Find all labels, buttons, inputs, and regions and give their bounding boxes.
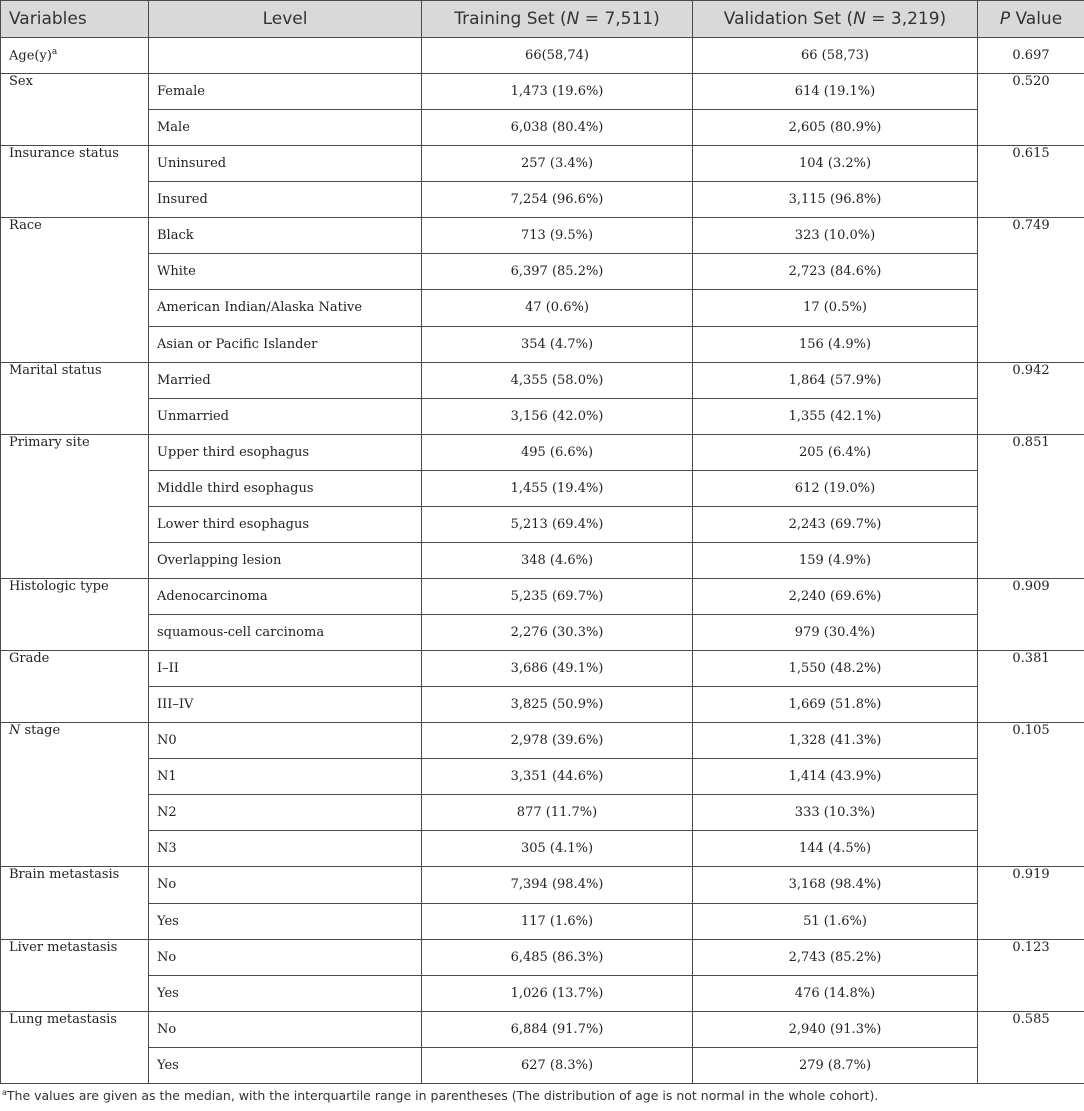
level-label: No (149, 1011, 422, 1047)
level-label: American Indian/Alaska Native (149, 290, 422, 326)
training-value: 354 (4.7%) (422, 326, 693, 362)
training-value: 2,276 (30.3%) (422, 615, 693, 651)
p-value: 0.942 (978, 362, 1084, 434)
table-row (1, 1011, 1084, 1047)
level-label: Asian or Pacific Islander (149, 326, 422, 362)
level-label: Middle third esophagus (149, 470, 422, 506)
table-row (1, 290, 1084, 326)
validation-value: 159 (4.9%) (693, 542, 978, 578)
training-value: 3,686 (49.1%) (422, 651, 693, 687)
variable-brain-metastasis: Brain metastasis (1, 867, 149, 939)
table-row (1, 615, 1084, 651)
level-label: III–IV (149, 687, 422, 723)
level-label: N0 (149, 723, 422, 759)
validation-value: 279 (8.7%) (693, 1047, 978, 1083)
variable-n-stage: N stage (1, 723, 149, 867)
table-row (1, 651, 1084, 687)
validation-value: 1,669 (51.8%) (693, 687, 978, 723)
validation-value: 3,168 (98.4%) (693, 867, 978, 903)
table-row (1, 182, 1084, 218)
table-row (1, 687, 1084, 723)
level-label: White (149, 254, 422, 290)
variable-lung-metastasis: Lung metastasis (1, 1011, 149, 1083)
footnote-marker: a (2, 1088, 7, 1097)
level-label: Adenocarcinoma (149, 578, 422, 614)
table-row (1, 831, 1084, 867)
training-value: 495 (6.6%) (422, 434, 693, 470)
validation-value: 1,414 (43.9%) (693, 759, 978, 795)
level-label: squamous-cell carcinoma (149, 615, 422, 651)
validation-value: 156 (4.9%) (693, 326, 978, 362)
validation-value: 66 (58,73) (693, 38, 978, 74)
training-value: 713 (9.5%) (422, 218, 693, 254)
table-row (1, 723, 1084, 759)
training-value: 348 (4.6%) (422, 542, 693, 578)
training-value: 3,351 (44.6%) (422, 759, 693, 795)
training-value: 877 (11.7%) (422, 795, 693, 831)
validation-value: 2,243 (69.7%) (693, 506, 978, 542)
table-row (1, 759, 1084, 795)
training-value: 6,038 (80.4%) (422, 110, 693, 146)
level-label: Lower third esophagus (149, 506, 422, 542)
header-training-set: Training Set (N = 7,511) (422, 1, 693, 38)
level-label: N2 (149, 795, 422, 831)
validation-value: 612 (19.0%) (693, 470, 978, 506)
training-value: 7,394 (98.4%) (422, 867, 693, 903)
training-value: 7,254 (96.6%) (422, 182, 693, 218)
table-row (1, 867, 1084, 903)
level-label: Unmarried (149, 398, 422, 434)
training-value: 5,213 (69.4%) (422, 506, 693, 542)
level-label: I–II (149, 651, 422, 687)
training-value: 1,473 (19.6%) (422, 74, 693, 110)
variable-grade: Grade (1, 651, 149, 723)
header-p-value: P Value (978, 1, 1084, 38)
p-value: 0.851 (978, 434, 1084, 578)
variable-insurance-status: Insurance status (1, 146, 149, 218)
table-row-age (1, 38, 1084, 74)
validation-value: 1,550 (48.2%) (693, 651, 978, 687)
validation-value: 476 (14.8%) (693, 975, 978, 1011)
table-row (1, 542, 1084, 578)
p-value: 0.105 (978, 723, 1084, 867)
level-label: N3 (149, 831, 422, 867)
validation-value: 1,864 (57.9%) (693, 362, 978, 398)
training-value: 4,355 (58.0%) (422, 362, 693, 398)
level-cell-empty (149, 38, 422, 74)
level-label: Yes (149, 975, 422, 1011)
training-value: 6,485 (86.3%) (422, 939, 693, 975)
level-label: Male (149, 110, 422, 146)
training-value: 66(58,74) (422, 38, 693, 74)
table-row (1, 506, 1084, 542)
p-value: 0.909 (978, 578, 1084, 650)
level-label: No (149, 867, 422, 903)
validation-value: 2,605 (80.9%) (693, 110, 978, 146)
p-value: 0.749 (978, 218, 1084, 362)
validation-value: 323 (10.0%) (693, 218, 978, 254)
training-value: 3,156 (42.0%) (422, 398, 693, 434)
variable-primary-site: Primary site (1, 434, 149, 578)
validation-value: 104 (3.2%) (693, 146, 978, 182)
training-value: 257 (3.4%) (422, 146, 693, 182)
level-label: No (149, 939, 422, 975)
p-value: 0.919 (978, 867, 1084, 939)
table-header-row (1, 1, 1084, 38)
level-label: Uninsured (149, 146, 422, 182)
validation-value: 2,940 (91.3%) (693, 1011, 978, 1047)
training-value: 1,026 (13.7%) (422, 975, 693, 1011)
validation-value: 2,743 (85.2%) (693, 939, 978, 975)
footnote-text: The values are given as the median, with the interquartile range in parentheses (The distribution of age is not normal in the whole cohort). (6, 1088, 879, 1104)
level-label: Upper third esophagus (149, 434, 422, 470)
level-label: Insured (149, 182, 422, 218)
validation-value: 51 (1.6%) (693, 903, 978, 939)
table-row (1, 146, 1084, 182)
training-value: 6,397 (85.2%) (422, 254, 693, 290)
validation-value: 1,328 (41.3%) (693, 723, 978, 759)
training-value: 1,455 (19.4%) (422, 470, 693, 506)
table-row (1, 795, 1084, 831)
training-value: 47 (0.6%) (422, 290, 693, 326)
table-row (1, 470, 1084, 506)
table-row (1, 1047, 1084, 1083)
level-label: Married (149, 362, 422, 398)
validation-value: 2,240 (69.6%) (693, 578, 978, 614)
table-row (1, 326, 1084, 362)
table-row (1, 975, 1084, 1011)
training-value: 117 (1.6%) (422, 903, 693, 939)
table-row (1, 578, 1084, 614)
validation-value: 3,115 (96.8%) (693, 182, 978, 218)
p-value: 0.585 (978, 1011, 1084, 1083)
p-value: 0.520 (978, 74, 1084, 146)
p-value: 0.381 (978, 651, 1084, 723)
p-value: 0.615 (978, 146, 1084, 218)
variable-sex: Sex (1, 74, 149, 146)
table-row (1, 254, 1084, 290)
table-row (1, 939, 1084, 975)
header-validation-set: Validation Set (N = 3,219) (693, 1, 978, 38)
validation-value: 333 (10.3%) (693, 795, 978, 831)
header-variables: Variables (1, 1, 149, 38)
validation-value: 979 (30.4%) (693, 615, 978, 651)
table-row (1, 398, 1084, 434)
level-label: Yes (149, 903, 422, 939)
variable-marital-status: Marital status (1, 362, 149, 434)
p-value: 0.697 (978, 38, 1084, 74)
training-value: 3,825 (50.9%) (422, 687, 693, 723)
validation-value: 205 (6.4%) (693, 434, 978, 470)
table-row (1, 434, 1084, 470)
table-footnote (2, 1088, 878, 1103)
table-row (1, 903, 1084, 939)
training-value: 5,235 (69.7%) (422, 578, 693, 614)
level-label: Overlapping lesion (149, 542, 422, 578)
variable-histologic-type: Histologic type (1, 578, 149, 650)
variable-race: Race (1, 218, 149, 362)
p-value: 0.123 (978, 939, 1084, 1011)
training-value: 6,884 (91.7%) (422, 1011, 693, 1047)
validation-value: 2,723 (84.6%) (693, 254, 978, 290)
validation-value: 144 (4.5%) (693, 831, 978, 867)
validation-value: 614 (19.1%) (693, 74, 978, 110)
validation-value: 17 (0.5%) (693, 290, 978, 326)
table-row (1, 74, 1084, 110)
level-label: Yes (149, 1047, 422, 1083)
level-label: Female (149, 74, 422, 110)
table-row (1, 218, 1084, 254)
table-row (1, 362, 1084, 398)
training-value: 2,978 (39.6%) (422, 723, 693, 759)
variable-age: $Age(y)^a$ (1, 38, 149, 74)
validation-value: 1,355 (42.1%) (693, 398, 978, 434)
level-label: Black (149, 218, 422, 254)
level-label: N1 (149, 759, 422, 795)
table-row (1, 110, 1084, 146)
header-level: Level (149, 1, 422, 38)
training-value: 305 (4.1%) (422, 831, 693, 867)
variable-liver-metastasis: Liver metastasis (1, 939, 149, 1011)
training-value: 627 (8.3%) (422, 1047, 693, 1083)
